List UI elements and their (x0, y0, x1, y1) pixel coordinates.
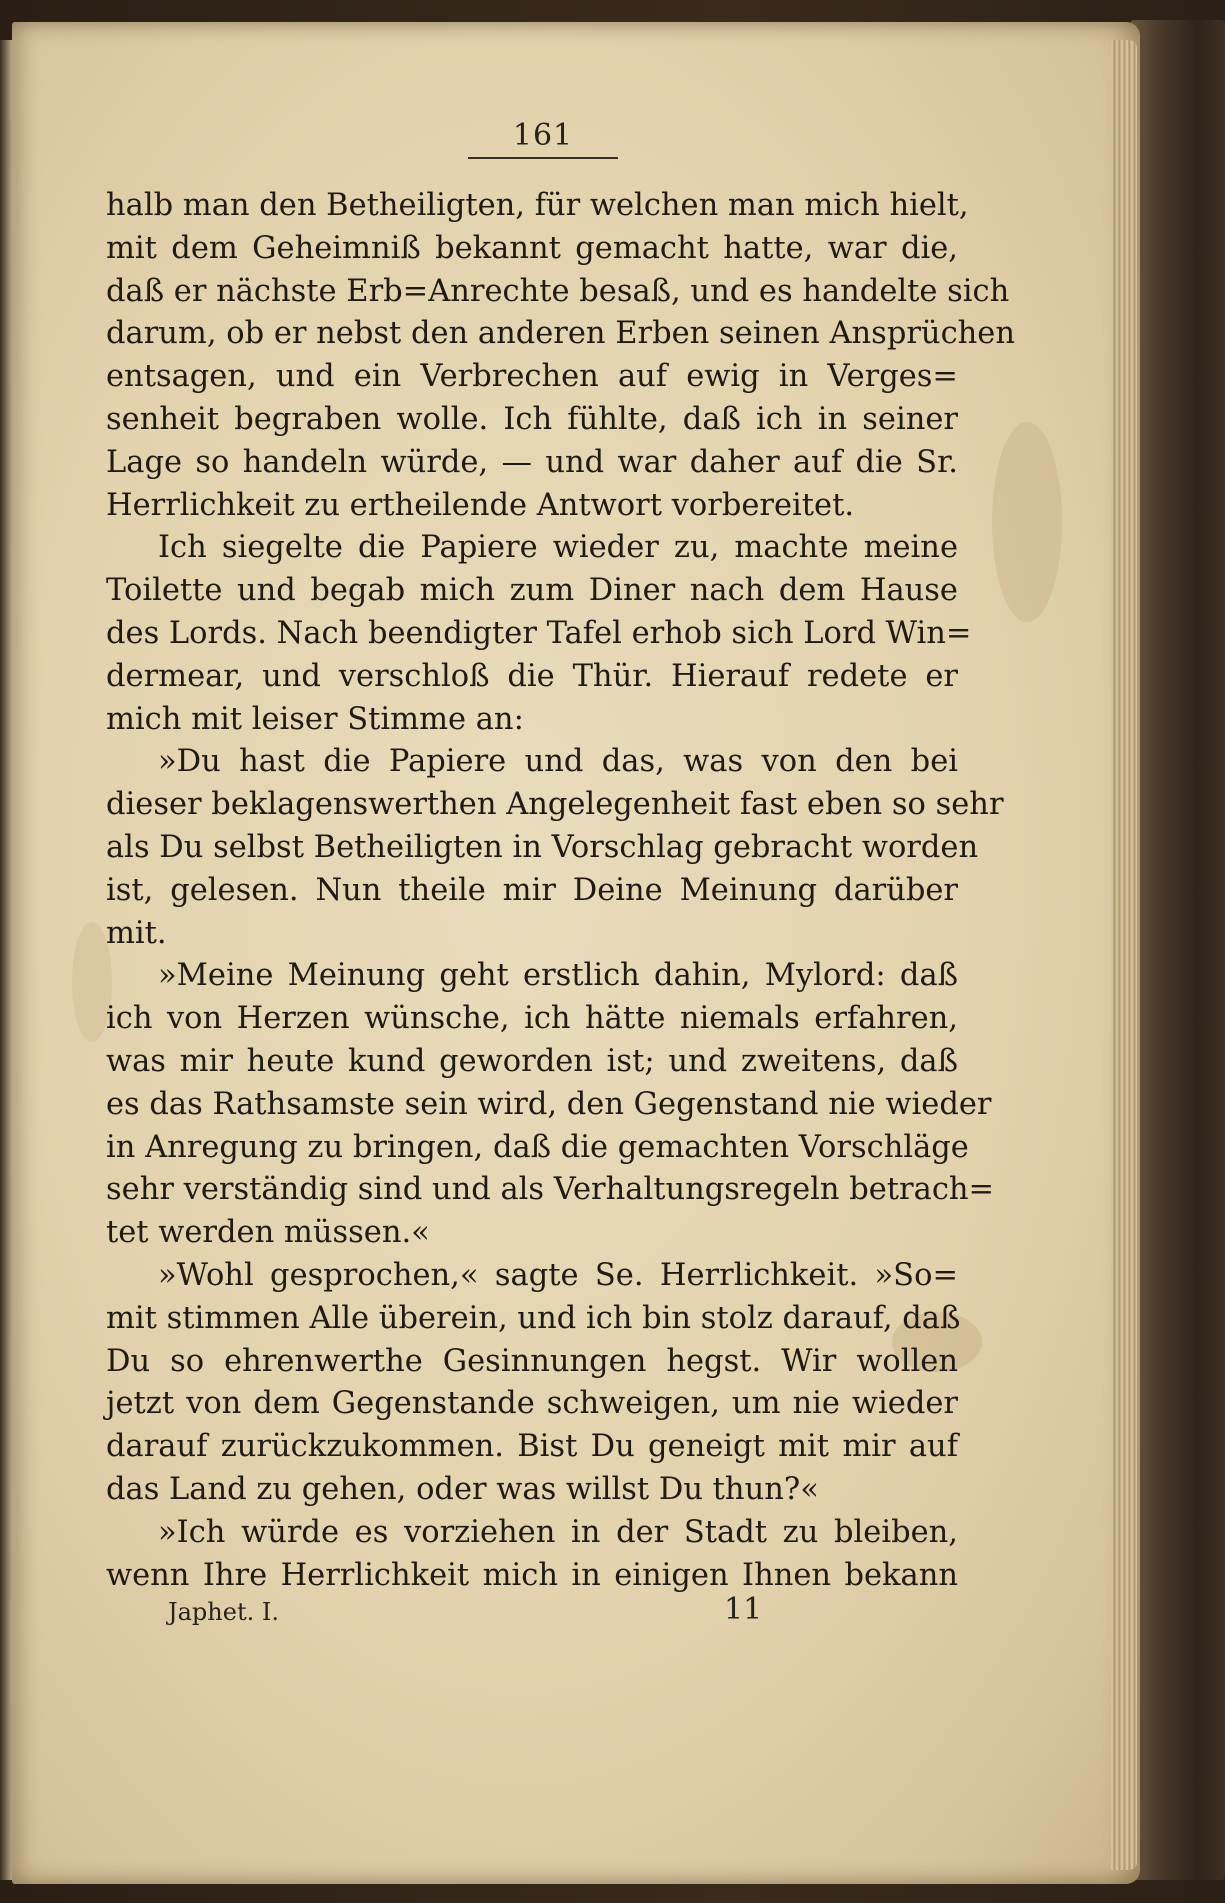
text-line: was mir heute kund geworden ist; und zweitens, daß (106, 1043, 958, 1079)
text-line: ist, gelesen. Nun theile mir Deine Meinung darüber (106, 872, 958, 908)
text-line: mit. (106, 915, 167, 951)
text-line: mit stimmen Alle überein, und ich bin stolz darauf, daß (106, 1300, 961, 1336)
paper-stain (992, 422, 1062, 622)
text-line: »Meine Meinung geht erstlich dahin, Mylord: daß (158, 958, 958, 994)
text-line: jetzt von dem Gegenstande schweigen, um nie wieder (106, 1386, 958, 1422)
page-edges (1111, 40, 1137, 1870)
text-line: dieser beklagenswerthen Angelegenheit fast eben so sehr (106, 787, 1004, 823)
text-line: »Ich würde es vorziehen in der Stadt zu bleiben, (158, 1514, 958, 1550)
text-line: tet werden müssen.« (106, 1215, 430, 1251)
text-line: Toilette und begab mich zum Diner nach dem Hause (106, 573, 958, 609)
text-line: darum, ob er nebst den anderen Erben seinen Ansprüchen (106, 316, 1015, 352)
footer-signature: Japhet. I. (168, 1598, 279, 1626)
text-line: daß er nächste Erb=Anrechte besaß, und es handelte sich (106, 273, 1010, 309)
text-line: Lage so handeln würde, — und war daher auf die Sr. (106, 444, 958, 480)
text-line: senheit begraben wolle. Ich fühlte, daß ich in seiner (106, 401, 958, 437)
text-line: »Du hast die Papiere und das, was von den bei (158, 744, 958, 780)
page-number: 161 (512, 118, 574, 153)
text-line: »Wohl gesprochen,« sagte Se. Herrlichkeit. »So= (158, 1257, 958, 1293)
text-line: darauf zurückzukommen. Bist Du geneigt mit mir auf (106, 1429, 958, 1465)
text-line: des Lords. Nach beendigter Tafel erhob sich Lord Win= (106, 615, 972, 651)
text-line: Ich siegelte die Papiere wieder zu, machte meine (158, 530, 958, 566)
text-line: das Land zu gehen, oder was willst Du thun?« (106, 1471, 819, 1507)
text-line: sehr verständig sind und als Verhaltungsregeln betrach= (106, 1172, 995, 1208)
text-line: ich von Herzen wünsche, ich hätte niemals erfahren, (106, 1001, 958, 1037)
text-line: wenn Ihre Herrlichkeit mich in einigen Ihnen bekann (106, 1557, 958, 1593)
text-line: Du so ehrenwerthe Gesinnungen hegst. Wir wollen (106, 1343, 958, 1379)
page-header (468, 118, 618, 159)
book-binding-edge (1130, 20, 1225, 1880)
footer-sheet-number: 11 (724, 1592, 763, 1627)
text-line: halb man den Betheiligten, für welchen man mich hielt, (106, 188, 969, 223)
text-line: entsagen, und ein Verbrechen auf ewig in Verges= (106, 359, 958, 395)
text-line: mit dem Geheimniß bekannt gemacht hatte, war die, (106, 230, 958, 266)
text-line: als Du selbst Betheiligten in Vorschlag gebracht worden (106, 829, 979, 865)
text-line: in Anregung zu bringen, daß die gemachten Vorschläge (106, 1129, 969, 1165)
header-rule (468, 157, 618, 159)
text-line: es das Rathsamste sein wird, den Gegenstand nie wieder (106, 1086, 992, 1122)
text-line: mich mit leiser Stimme an: (106, 701, 524, 737)
text-line: Herrlichkeit zu ertheilende Antwort vorbereitet. (106, 487, 855, 523)
body-text (106, 185, 1015, 1597)
text-line: dermear, und verschloß die Thür. Hierauf redete er (106, 658, 958, 694)
